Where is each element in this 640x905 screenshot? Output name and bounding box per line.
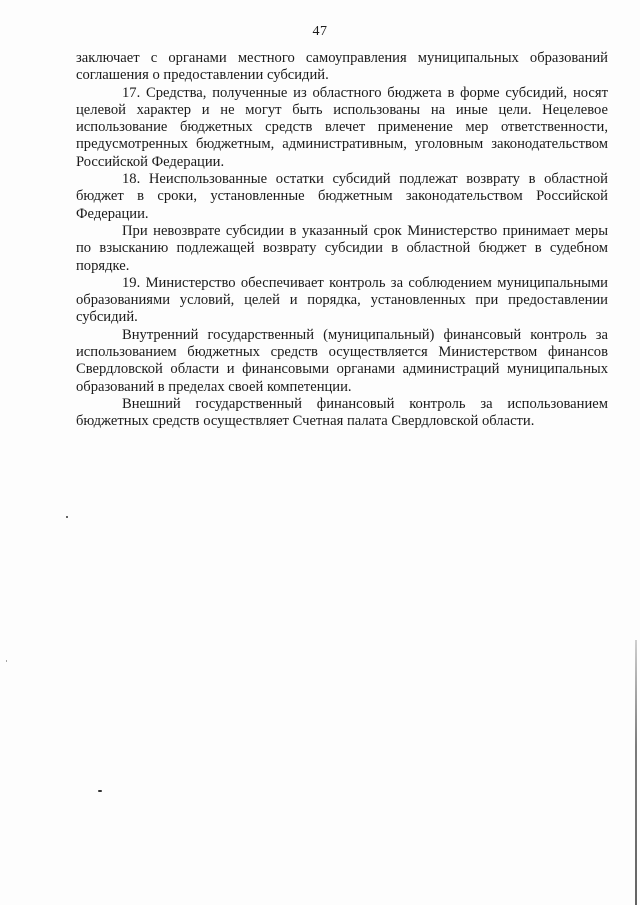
paragraph-external-control: Внешний государственный финансовый контроль за использованием бюджетных средств осуществляет Счетная палата Свердловской области. — [76, 395, 608, 430]
paragraph-clause-18-nonreturn: При невозврате субсидии в указанный срок Министерство принимает меры по взысканию подлежащей возврату субсидии в областной бюджет в судебном порядке. — [76, 222, 608, 274]
scan-speck — [98, 790, 102, 792]
scan-speck — [6, 660, 7, 662]
scan-edge-line — [635, 640, 637, 905]
paragraph-continuation: заключает с органами местного самоуправления муниципальных образований соглашения о предоставлении субсидий. — [76, 50, 608, 84]
document-body — [76, 50, 608, 431]
paragraph-clause-19: 19. Министерство обеспечивает контроль за соблюдением муниципальными образованиями условий, целей и порядка, установленных при предоставлении субсидий. — [76, 274, 608, 326]
page-number: 47 — [312, 24, 328, 39]
paragraph-internal-control: Внутренний государственный (муниципальный) финансовый контроль за использованием бюджетных средств осуществляется Министерством финансов Свердловской области и финансовыми органами администраций муниципальных образований в пределах своей компетенции. — [76, 326, 608, 395]
paragraph-clause-17: 17. Средства, полученные из областного бюджета в форме субсидий, носят целевой характер и не могут быть использованы на иные цели. Нецелевое использование бюджетных средств влечет применение мер ответственности, предусмотренных бюджетным, административным, уголовным законодательством Российской Федерации. — [76, 84, 608, 170]
paragraph-clause-18: 18. Неиспользованные остатки субсидий подлежат возврату в областной бюджет в сроки, установленные бюджетным законодательством Российской Федерации. — [76, 171, 608, 222]
scan-speck — [66, 516, 68, 518]
